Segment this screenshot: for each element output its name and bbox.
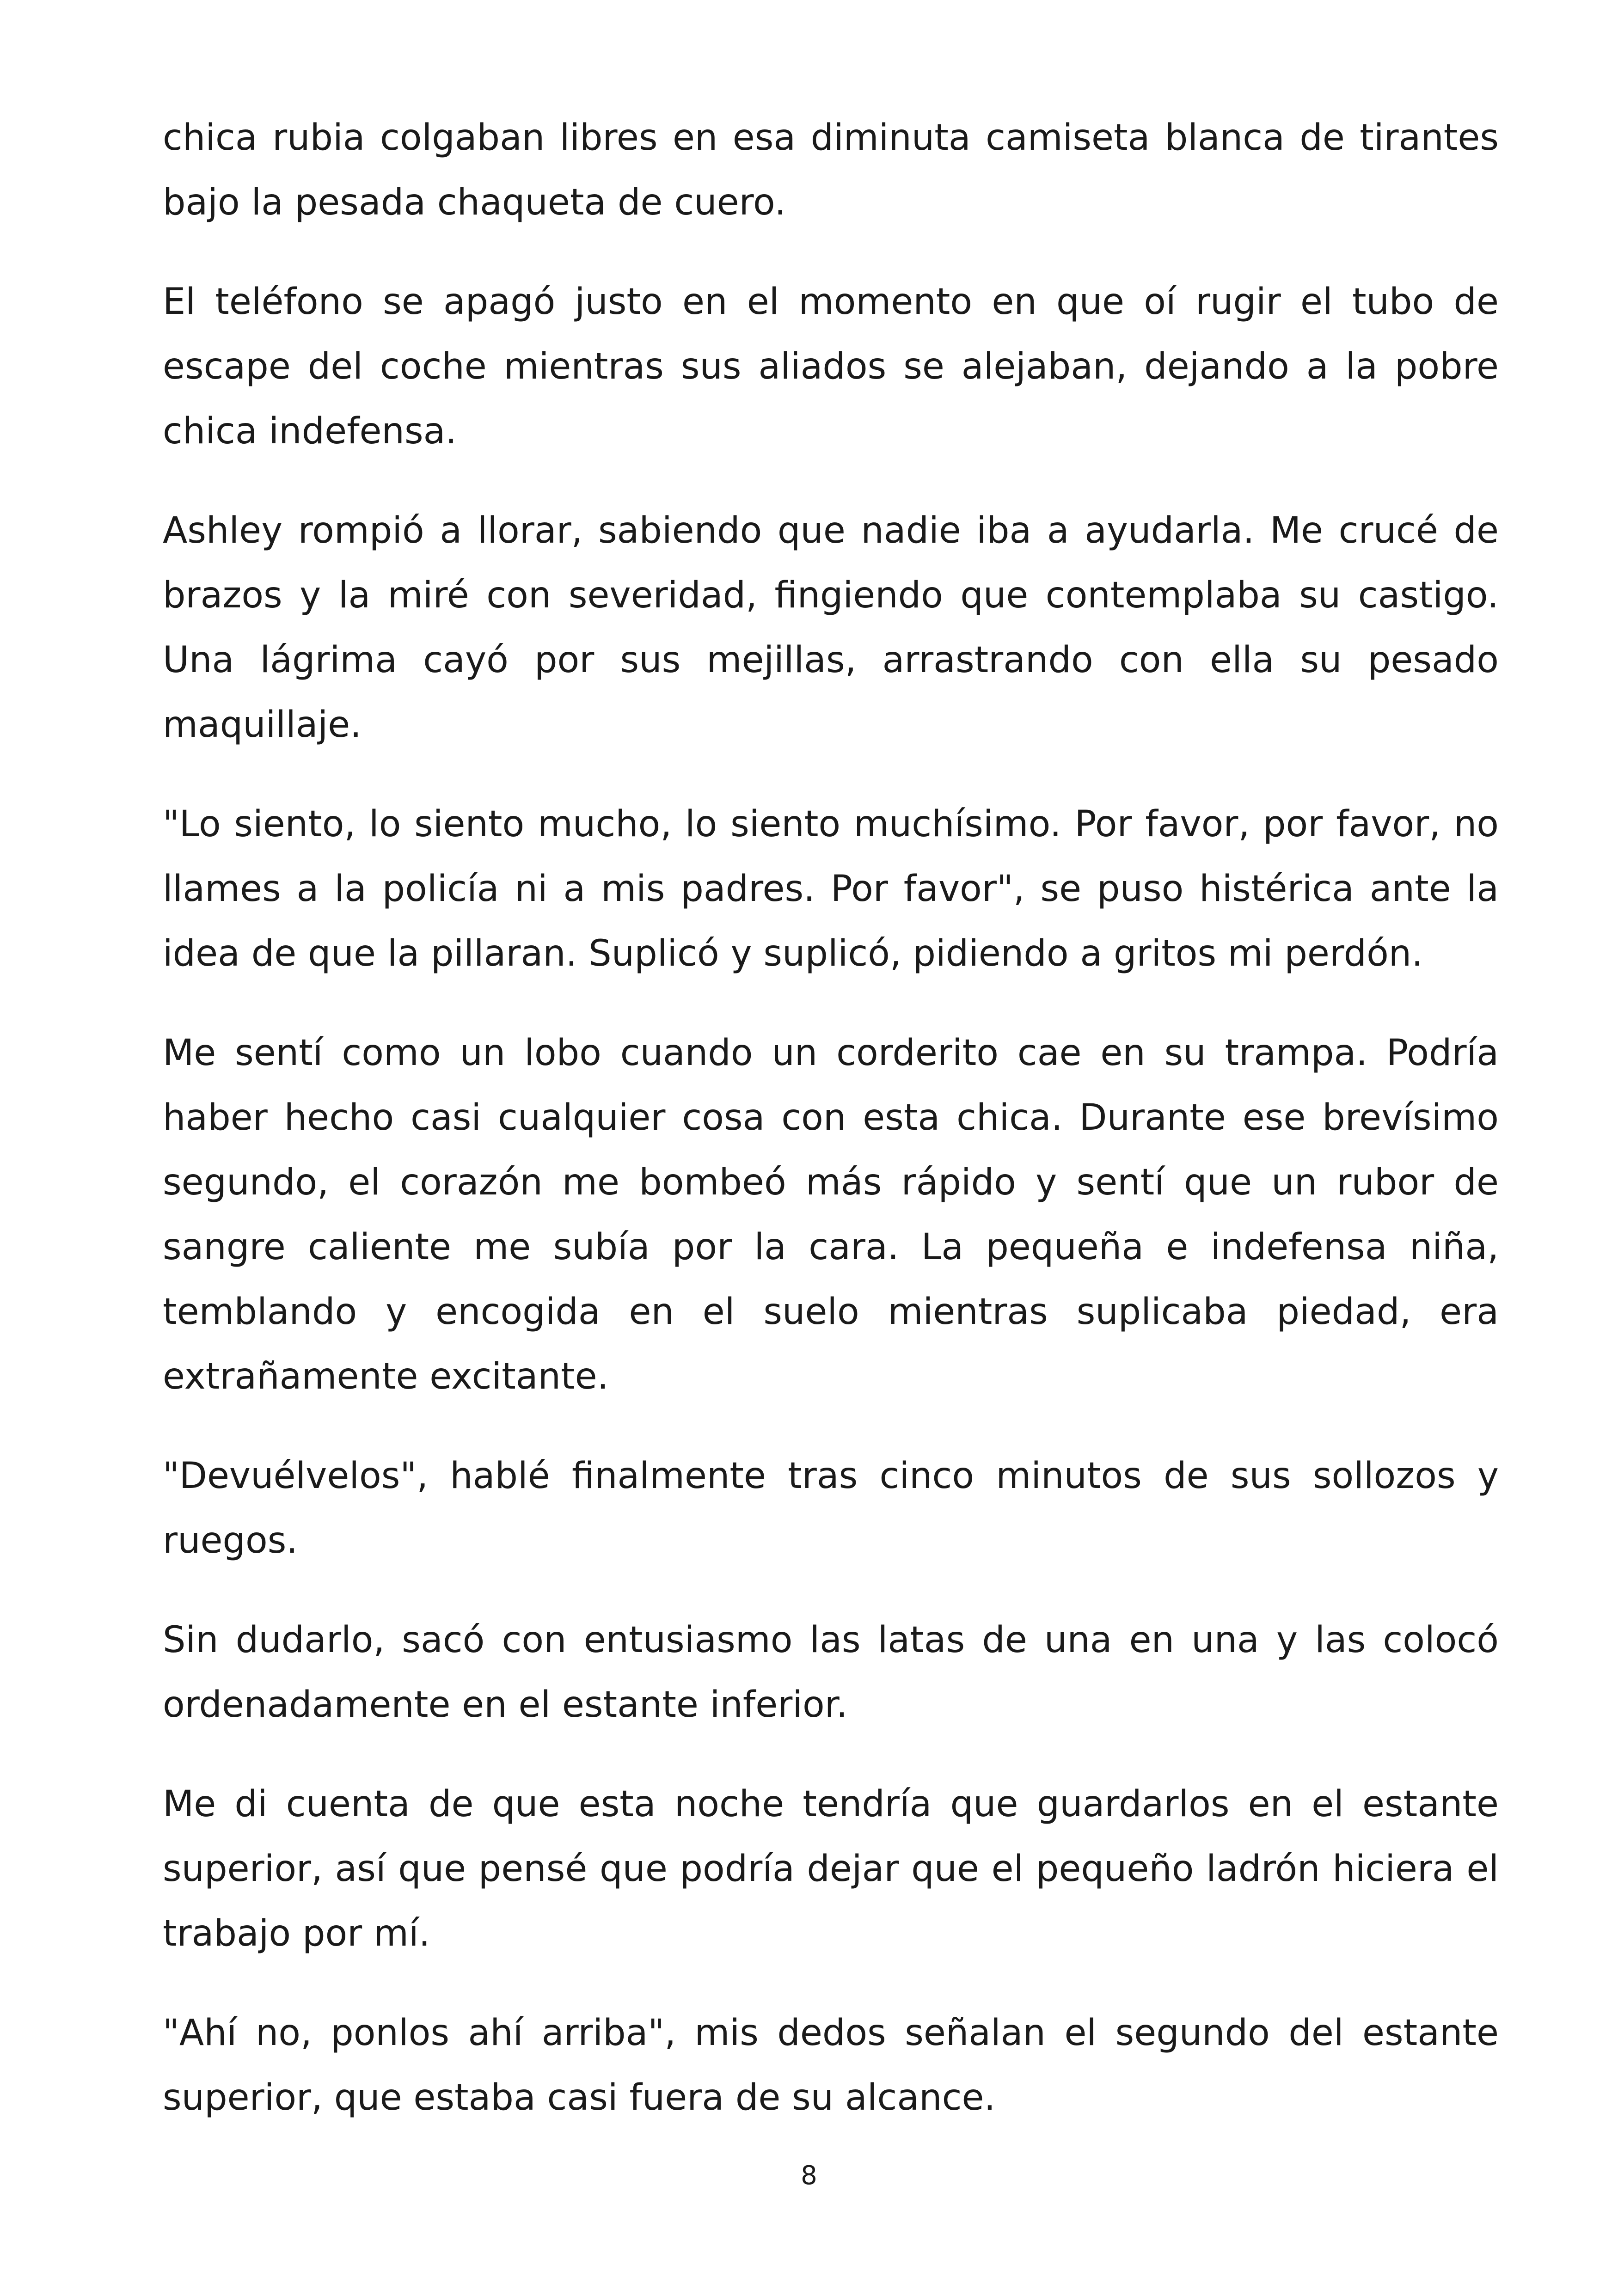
paragraph-4: "Lo siento, lo siento mucho, lo siento muchísimo. Por favor, por favor, no llames a la policía ni a mis padres. Por favor", se puso histérica ante la idea de que la pillaran. Suplicó y suplicó, pidiendo a gritos mi perdón.: [163, 803, 1499, 974]
paragraph-8: Me di cuenta de que esta noche tendría que guardarlos en el estante superior, así que pensé que podría dejar que el pequeño ladrón hiciera el trabajo por mí.: [163, 1783, 1499, 1954]
paragraph-2: El teléfono se apagó justo en el momento en que oí rugir el tubo de escape del coche mientras sus aliados se alejaban, dejando a la pobre chica indefensa.: [163, 281, 1499, 452]
paragraph-6: "Devuélvelos", hablé finalmente tras cinco minutos de sus sollozos y ruegos.: [163, 1455, 1499, 1561]
page-number: 8: [801, 2161, 817, 2191]
paragraph-5: Me sentí como un lobo cuando un corderito cae en su trampa. Podría haber hecho casi cualquier cosa con esta chica. Durante ese brevísimo segundo, el corazón me bombeó más rápido y sentí que un rubor de sangre caliente me subía por la cara. La pequeña e indefensa niña, temblando y encogida en el suelo mientras suplicaba piedad, era extrañamente excitante.: [163, 1032, 1499, 1397]
body-text: [163, 105, 1499, 2165]
paragraph-7: Sin dudarlo, sacó con entusiasmo las latas de una en una y las colocó ordenadamente en el estante inferior.: [163, 1619, 1499, 1726]
paragraph-1: chica rubia colgaban libres en esa diminuta camiseta blanca de tirantes bajo la pesada chaqueta de cuero.: [163, 117, 1499, 223]
paragraph-9: "Ahí no, ponlos ahí arriba", mis dedos señalan el segundo del estante superior, que estaba casi fuera de su alcance.: [163, 2012, 1499, 2118]
paragraph-3: Ashley rompió a llorar, sabiendo que nadie iba a ayudarla. Me crucé de brazos y la miré con severidad, fingiendo que contemplaba su castigo. Una lágrima cayó por sus mejillas, arrastrando con ella su pesado maquillaje.: [163, 510, 1499, 746]
